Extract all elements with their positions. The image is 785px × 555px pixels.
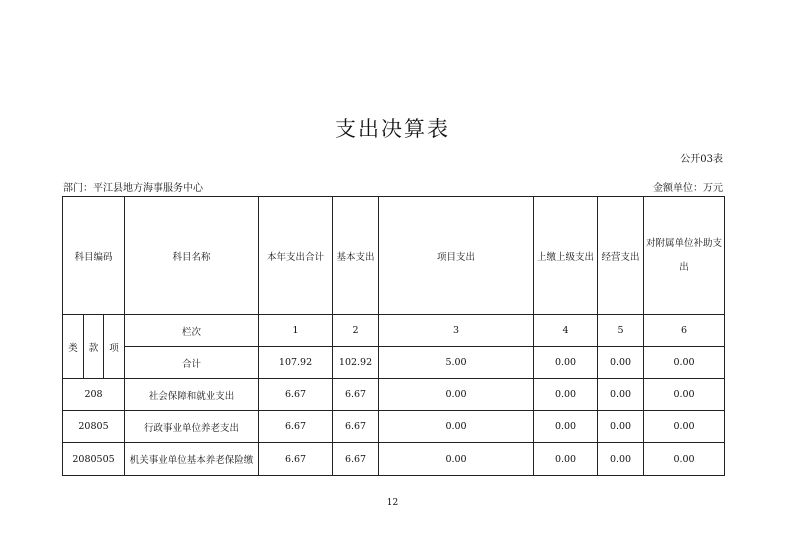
row-cell: 0.00 xyxy=(379,411,534,443)
header-project: 项目支出 xyxy=(379,197,534,315)
total-cell: 0.00 xyxy=(598,347,644,379)
total-cell: 0.00 xyxy=(534,347,598,379)
row-code: 208 xyxy=(63,379,125,411)
header-basic: 基本支出 xyxy=(333,197,379,315)
column-index-row xyxy=(63,315,725,347)
total-row xyxy=(63,347,725,379)
row-cell: 0.00 xyxy=(598,443,644,476)
header-total: 本年支出合计 xyxy=(259,197,333,315)
row-cell: 0.00 xyxy=(534,443,598,476)
row-cell: 0.00 xyxy=(534,411,598,443)
row-name: 机关事业单位基本养老保险缴 xyxy=(125,443,259,476)
column-index-cell: 6 xyxy=(644,315,725,347)
row-cell: 0.00 xyxy=(598,379,644,411)
page-title: 支出决算表 xyxy=(335,117,450,141)
row-cell: 6.67 xyxy=(333,443,379,476)
row-cell: 0.00 xyxy=(379,443,534,476)
column-index-cell: 5 xyxy=(598,315,644,347)
column-index-label: 栏次 xyxy=(125,315,259,347)
header-business: 经营支出 xyxy=(598,197,644,315)
row-cell: 0.00 xyxy=(644,411,725,443)
row-cell: 6.67 xyxy=(259,379,333,411)
header-lei: 类 xyxy=(63,315,84,379)
table-row xyxy=(63,379,725,411)
page-number: 12 xyxy=(386,498,399,508)
row-cell: 6.67 xyxy=(259,443,333,476)
table-row xyxy=(63,443,725,476)
row-cell: 0.00 xyxy=(598,411,644,443)
row-cell: 0.00 xyxy=(534,379,598,411)
header-kuan: 款 xyxy=(84,315,104,379)
column-index-cell: 1 xyxy=(259,315,333,347)
row-name: 社会保障和就业支出 xyxy=(125,379,259,411)
total-cell: 107.92 xyxy=(259,347,333,379)
table-row xyxy=(63,411,725,443)
expenditure-table xyxy=(62,196,725,476)
row-cell: 0.00 xyxy=(644,379,725,411)
row-code: 20805 xyxy=(63,411,125,443)
header-subsidy: 对附属单位补助支出 xyxy=(644,197,725,315)
row-code: 2080505 xyxy=(63,443,125,476)
row-cell: 6.67 xyxy=(333,411,379,443)
header-upper: 上缴上级支出 xyxy=(534,197,598,315)
unit-label: 金额单位：万元 xyxy=(653,183,723,194)
department-label: 部门：平江县地方海事服务中心 xyxy=(63,183,203,194)
header-row xyxy=(63,197,725,315)
total-cell: 5.00 xyxy=(379,347,534,379)
header-xiang: 项 xyxy=(104,315,125,379)
total-label: 合计 xyxy=(125,347,259,379)
header-code: 科目编码 xyxy=(63,197,125,315)
row-cell: 6.67 xyxy=(333,379,379,411)
row-cell: 0.00 xyxy=(379,379,534,411)
column-index-cell: 4 xyxy=(534,315,598,347)
row-cell: 6.67 xyxy=(259,411,333,443)
column-index-cell: 2 xyxy=(333,315,379,347)
header-name: 科目名称 xyxy=(125,197,259,315)
total-cell: 102.92 xyxy=(333,347,379,379)
column-index-cell: 3 xyxy=(379,315,534,347)
form-code: 公开03表 xyxy=(680,154,723,165)
row-name: 行政事业单位养老支出 xyxy=(125,411,259,443)
total-cell: 0.00 xyxy=(644,347,725,379)
row-cell: 0.00 xyxy=(644,443,725,476)
